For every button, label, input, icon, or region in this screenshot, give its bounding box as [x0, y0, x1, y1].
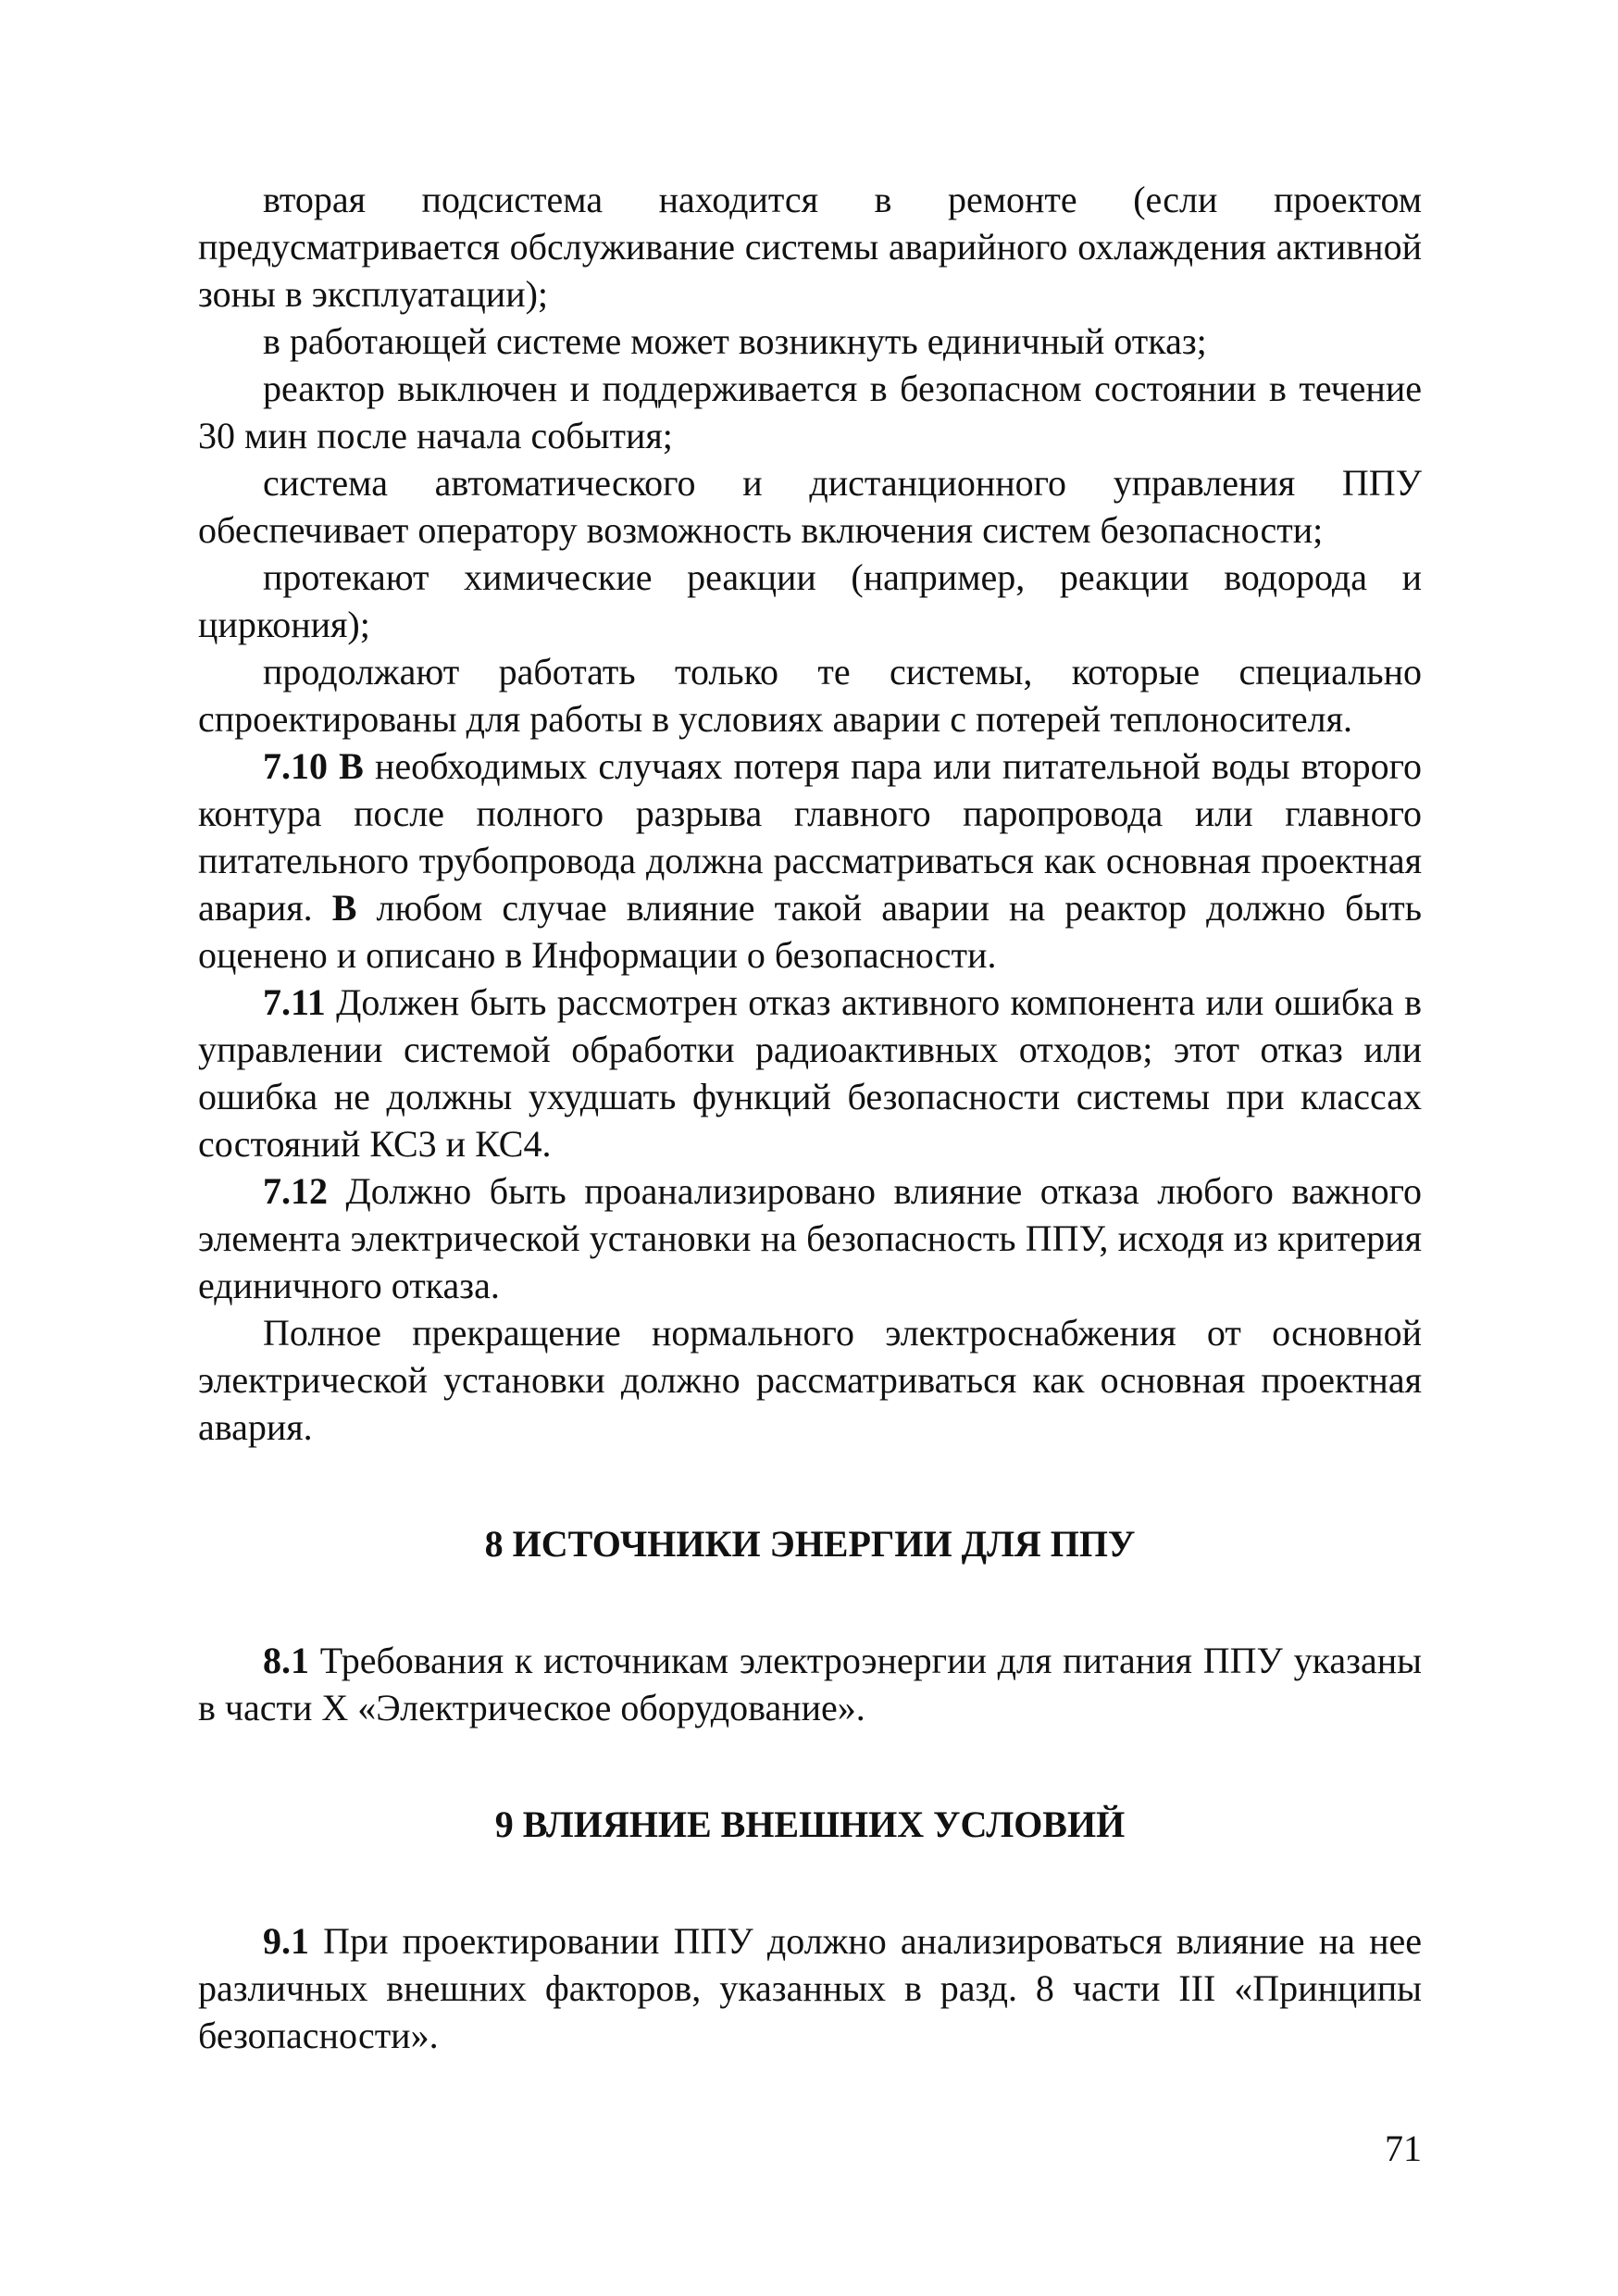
clause-number: 7.10	[263, 745, 328, 787]
paragraph-7-11	[198, 979, 1422, 1167]
paragraph-power-loss: Полное прекращение нормального электроснабжения от основной электрической установки должно рассматриваться как основная проектная авария.	[198, 1312, 1422, 1448]
clause-text: При проектировании ППУ должно анализироваться влияние на нее различных внешних факторов, указанных в разд. 8 части III «Принципы безопасности».	[198, 1920, 1422, 2056]
bold-word: В	[331, 887, 357, 929]
clause-text: Требования к источникам электроэнергии для питания ППУ указаны в части X «Электрическое оборудование».	[198, 1640, 1422, 1728]
paragraph-special-systems: продолжают работать только те системы, которые специально спроектированы для работы в условиях аварии с потерей теплоносителя.	[198, 651, 1422, 740]
paragraph-7-10	[198, 742, 1422, 979]
clause-number: 7.11	[263, 981, 326, 1023]
clause-text: Должно быть проанализировано влияние отказа любого важного элемента электрической установки на безопасность ППУ, исходя из критерия единичного отказа.	[198, 1170, 1422, 1306]
paragraph-7-12	[198, 1167, 1422, 1309]
paragraph-8-1	[198, 1637, 1422, 1731]
clause-text: необходимых случаях потеря пара или питательной воды второго контура после полного разрыва главного паропровода или главного питательного трубопровода должна рассматриваться как основная проектная авария.	[198, 745, 1423, 929]
clause-number: 7.12	[263, 1170, 328, 1212]
document-page	[198, 176, 1422, 2059]
clause-number: 8.1	[263, 1640, 309, 1681]
paragraph-chemical-reactions: протекают химические реакции (например, реакции водорода и циркония);	[198, 556, 1422, 645]
bold-word: В	[339, 745, 364, 787]
clause-text: любом случае влияние такой аварии на реактор должно быть оценено и описано в Информации о безопасности.	[198, 887, 1423, 976]
paragraph-control-system: система автоматического и дистанционного управления ППУ обеспечивает оператору возможность включения систем безопасности;	[198, 462, 1422, 551]
clause-text: Должен быть рассмотрен отказ активного компонента или ошибка в управлении системой обработки радиоактивных отходов; этот отказ или ошибка не должны ухудшать функций безопасности системы при классах состояний КС3 и КС4.	[198, 981, 1422, 1165]
paragraph-single-failure: в работающей системе может возникнуть единичный отказ;	[263, 320, 1207, 362]
paragraph-reactor-shutdown: реактор выключен и поддерживается в безопасном состоянии в течение 30 мин после начала события;	[198, 368, 1422, 456]
paragraph-9-1	[198, 1917, 1422, 2059]
section-9-heading: 9 ВЛИЯНИЕ ВНЕШНИХ УСЛОВИЙ	[494, 1803, 1126, 1845]
section-8-heading: 8 ИСТОЧНИКИ ЭНЕРГИИ ДЛЯ ППУ	[484, 1523, 1136, 1565]
clause-number: 9.1	[263, 1920, 309, 1962]
page-number: 71	[1385, 2128, 1422, 2169]
paragraph-second-subsystem: вторая подсистема находится в ремонте (если проектом предусматривается обслуживание системы аварийного охлаждения активной зоны в эксплуатации);	[198, 179, 1422, 315]
